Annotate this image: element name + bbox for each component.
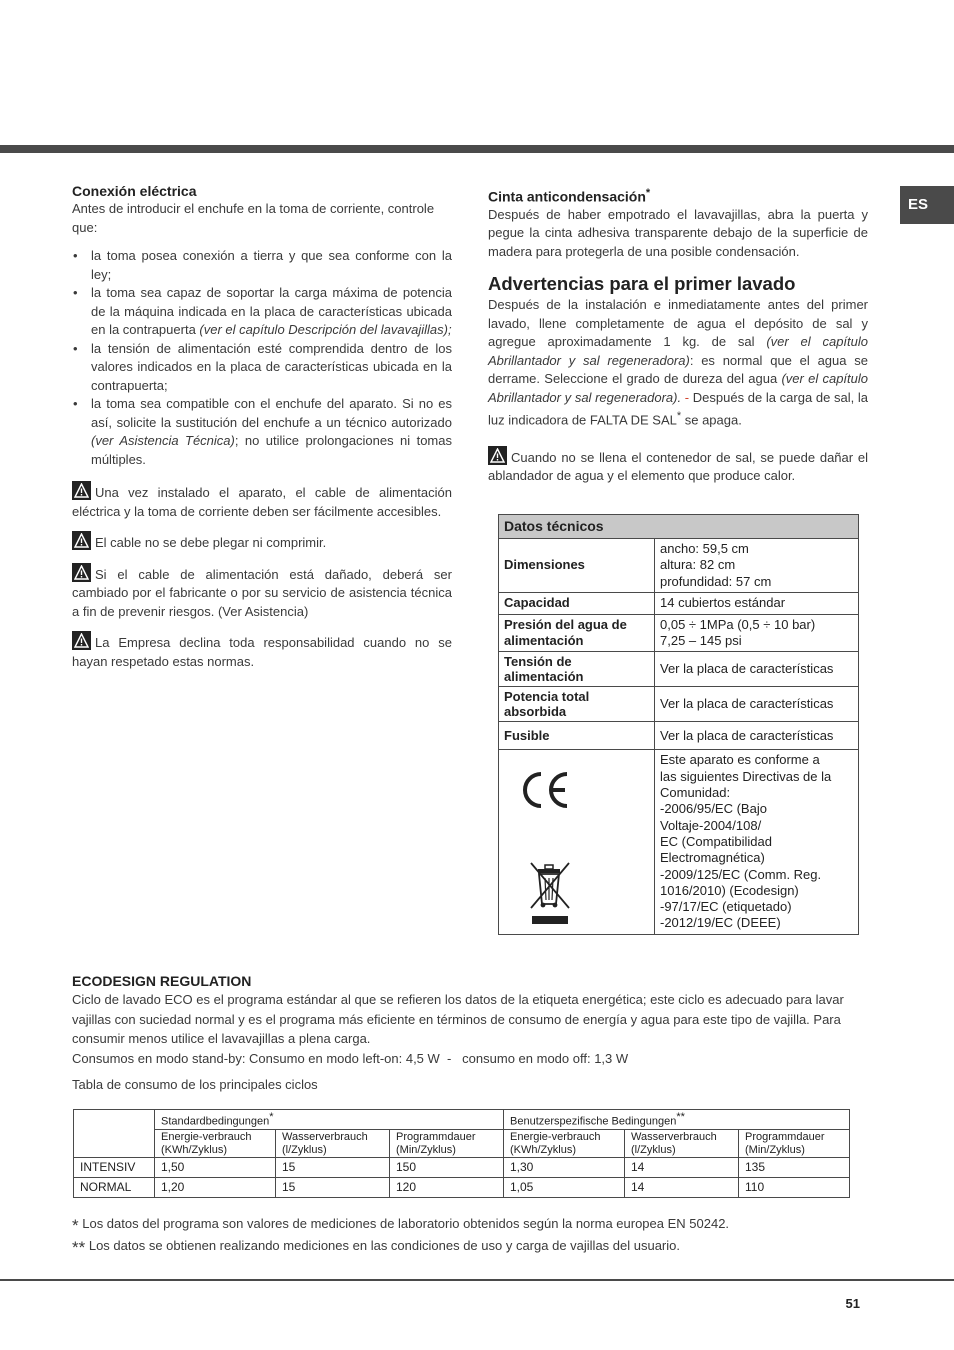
table-cell: 110 xyxy=(739,1178,850,1198)
table-cell: 1,50 xyxy=(155,1158,276,1178)
table-row xyxy=(499,750,859,934)
table-cell: 15 xyxy=(276,1158,390,1178)
table-cell: 1,20 xyxy=(155,1178,276,1198)
warning-paragraph: La Empresa declina toda responsabilidad cuando no se hayan respetado estas normas. xyxy=(72,631,452,671)
cycle-name: INTENSIV xyxy=(74,1158,155,1178)
group-header-user: Benutzerspezifische Bedingungen** xyxy=(504,1110,850,1130)
column-header: Energie-verbrauch (KWh/Zyklus) xyxy=(155,1130,276,1158)
dimensiones-value: ancho: 59,5 cm altura: 82 cm profundidad: 57 cm xyxy=(655,539,859,593)
column-header: Energie-verbrauch (KWh/Zyklus) xyxy=(504,1130,625,1158)
left-column xyxy=(72,182,452,671)
language-tab: ES xyxy=(900,186,954,224)
group-header-standard: Standardbedingungen* xyxy=(155,1110,504,1130)
header-bar xyxy=(0,145,954,153)
capacidad-value: 14 cubiertos estándar xyxy=(655,592,859,614)
potencia-value: Ver la placa de características xyxy=(655,687,859,722)
warning-paragraph: El cable no se debe plegar ni comprimir. xyxy=(72,531,452,553)
potencia-label: Potencia total absorbida xyxy=(499,687,655,722)
list-item: • la tensión de alimentación esté comprendida dentro de los valores indicados en la placa de características ubicada en la contrapuerta; xyxy=(72,340,452,396)
warning-paragraph: Si el cable de alimentación está dañado, deberá ser cambiado por el fabricante o por su servicio de asistencia técnica a fin de prevenir riesgos. (Ver Asistencia) xyxy=(72,563,452,622)
conexion-title: Conexión eléctrica xyxy=(72,183,197,199)
footnote: * Los datos del programa son valores de mediciones de laboratorio obtenidos según la norma europea EN 50242. xyxy=(72,1216,730,1235)
page-number: 51 xyxy=(845,1296,860,1311)
table-header-row xyxy=(74,1130,850,1158)
table-row xyxy=(499,539,859,593)
table-cell: 135 xyxy=(739,1158,850,1178)
conexion-list xyxy=(72,247,452,469)
cinta-title: Cinta anticondensación* xyxy=(488,187,651,205)
warning-icon xyxy=(488,446,507,465)
conexion-intro: Antes de introducir el enchufe en la toma de corriente, controle que: xyxy=(72,201,435,235)
table-cell: 120 xyxy=(390,1178,504,1198)
column-header: Wasserverbrauch (l/Zyklus) xyxy=(276,1130,390,1158)
footer-rule xyxy=(0,1279,954,1281)
symbols-cell xyxy=(499,750,655,934)
weee-bin-icon xyxy=(527,860,573,926)
table-row xyxy=(74,1158,850,1178)
table-row xyxy=(74,1178,850,1198)
ecodesign-title: ECODESIGN REGULATION xyxy=(72,973,252,989)
right-column xyxy=(488,184,868,486)
warning-icon xyxy=(72,631,91,650)
footnote: ** Los datos se obtienen realizando mediciones en las condiciones de uso y carga de vajillas del usuario. xyxy=(72,1238,680,1257)
standby-paragraph: Consumos en modo stand-by: Consumo en modo left-on: 4,5 W - consumo en modo off: 1,3 W xyxy=(72,1050,629,1066)
advertencias-title: Advertencias para el primer lavado xyxy=(488,273,796,295)
fusible-value: Ver la placa de características xyxy=(655,722,859,750)
table-row xyxy=(499,652,859,687)
tech-title: Datos técnicos xyxy=(499,515,859,539)
table-cell: 1,05 xyxy=(504,1178,625,1198)
warning-paragraph: Cuando no se llena el contenedor de sal, se puede dañar el ablandador de agua y el elemento que produce calor. xyxy=(488,446,868,486)
column-header: Programmdauer (Min/Zyklus) xyxy=(739,1130,850,1158)
ce-mark-icon xyxy=(519,770,571,810)
table-caption: Tabla de consumo de los principales ciclos xyxy=(72,1077,318,1092)
consumption-table xyxy=(73,1109,850,1198)
list-item: • la toma sea capaz de soportar la carga máxima de potencia de la máquina indicada en la placa de características ubicada en la contrapuerta (ver el capítulo Descripción del lavavajillas); xyxy=(72,284,452,340)
table-cell: 15 xyxy=(276,1178,390,1198)
ecodesign-section xyxy=(72,972,862,1095)
advertencias-text: Después de la instalación e inmediatamente antes del primer lavado, llene completamente de agua el depósito de sal y agregue aproximadamente 1 kg. de sal (ver el capítulo Abrillantador y sal regeneradora): es normal que el agua se derrame. Seleccione el grado de dureza del agua (ver el capítulo Abrillantador y sal regeneradora). - Después de la carga de sal, la luz indicadora de FALTA DE SAL* se apaga. xyxy=(488,297,869,428)
list-item: • la toma sea compatible con el enchufe del aparato. Si no es así, solicite la sustitución del enchufe a un técnico autorizado (ver Asistencia Técnica); no utilice prolongaciones ni tomas múltiples. xyxy=(72,395,452,469)
table-cell: 14 xyxy=(625,1158,739,1178)
column-header: Programmdauer (Min/Zyklus) xyxy=(390,1130,504,1158)
table-header-row xyxy=(499,515,859,539)
warning-icon xyxy=(72,481,91,500)
table-row xyxy=(499,687,859,722)
presion-value: 0,05 ÷ 1MPa (0,5 ÷ 10 bar) 7,25 – 145 psi xyxy=(655,614,859,652)
tension-label: Tensión de alimentación xyxy=(499,652,655,687)
table-cell: 150 xyxy=(390,1158,504,1178)
warning-paragraph: Una vez instalado el aparato, el cable de alimentación eléctrica y la toma de corriente deben ser fácilmente accesibles. xyxy=(72,481,452,521)
tech-data-table xyxy=(498,514,859,935)
presion-label: Presión del agua de alimentación xyxy=(499,614,655,652)
dimensiones-label: Dimensiones xyxy=(499,539,655,593)
footnotes xyxy=(72,1214,862,1258)
corner-cell xyxy=(74,1110,155,1158)
cinta-text: Después de haber empotrado el lavavajillas, abra la puerta y pegue la cinta adhesiva transparente debajo de la superficie de madera para protegerla de una posible condensación. xyxy=(488,206,868,259)
conformity-text: Este aparato es conforme a las siguientes Directivas de la Comunidad: -2006/95/EC (Bajo Voltaje-2004/108/ EC (Compatibilidad Electromagnética) -2009/125/EC (Comm. Reg. 1016/2010) (Ecodesign) -97/17/EC (etiquetado) -2012/19/EC (DEEE) xyxy=(655,750,859,934)
table-row xyxy=(499,592,859,614)
column-header: Wasserverbrauch (l/Zyklus) xyxy=(625,1130,739,1158)
warning-icon xyxy=(72,563,91,582)
cycle-name: NORMAL xyxy=(74,1178,155,1198)
tension-value: Ver la placa de características xyxy=(655,652,859,687)
warning-icon xyxy=(72,531,91,550)
fusible-label: Fusible xyxy=(499,722,655,750)
table-cell: 1,30 xyxy=(504,1158,625,1178)
table-header-row xyxy=(74,1110,850,1130)
table-row xyxy=(499,722,859,750)
ecodesign-paragraph: Ciclo de lavado ECO es el programa estándar al que se refieren los datos de la etiqueta energética; este ciclo es adecuado para lavar vajillas con suciedad normal y es el programa más eficiente en términos de consumo de energía y agua para este tipo de vajilla. Para consumir menos utilice el lavavajillas a plena carga. xyxy=(72,992,844,1046)
table-cell: 14 xyxy=(625,1178,739,1198)
list-item: • la toma posea conexión a tierra y que sea conforme con la ley; xyxy=(72,247,452,284)
capacidad-label: Capacidad xyxy=(499,592,655,614)
table-row xyxy=(499,614,859,652)
